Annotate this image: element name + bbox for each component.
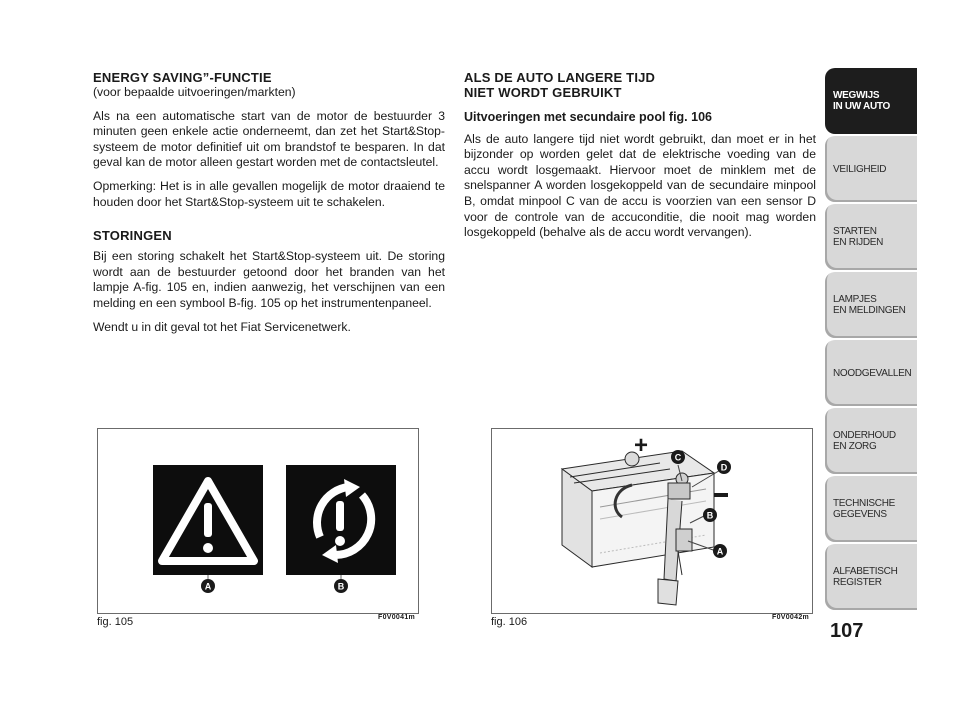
note-paragraph: Opmerking: Het is in alle gevallen mogelijk de motor draaiend te houden door het Start&Stop-systeem uit te schakelen. bbox=[93, 178, 445, 209]
right-column bbox=[464, 70, 816, 249]
fig105-label-b: B bbox=[337, 581, 345, 592]
storingen-paragraph: Bij een storing schakelt het Start&Stop-systeem uit. De storing wordt aan de bestuurder getoond door het branden van het lampje A-fig. 105 en, indien aanwezig, het verschijnen van een melding en een symbool B-fig. 105 op het instrumentenpaneel. bbox=[93, 249, 445, 310]
tab-technische[interactable]: TECHNISCHE GEGEVENS bbox=[825, 476, 917, 542]
tab-onderhoud[interactable]: ONDERHOUD EN ZORG bbox=[825, 408, 917, 474]
fig106-code: F0V0042m bbox=[772, 614, 810, 621]
storage-title-line2: NIET WORDT GEBRUIKT bbox=[464, 85, 622, 100]
fig106-label-b: B bbox=[706, 510, 714, 521]
figure-105 bbox=[97, 428, 419, 614]
tab-veiligheid[interactable]: VEILIGHEID bbox=[825, 136, 917, 202]
warning-triangle-icon bbox=[153, 465, 263, 579]
storingen-heading: STORINGEN bbox=[93, 228, 172, 244]
fig105-caption: fig. 105 bbox=[97, 616, 134, 628]
tab-starten[interactable]: STARTEN EN RIJDEN bbox=[825, 204, 917, 270]
fig106-label-d: D bbox=[720, 462, 728, 473]
tab-wegwijs[interactable]: WEGWIJS IN UW AUTO bbox=[825, 68, 917, 134]
tab-lampjes[interactable]: LAMPJES EN MELDINGEN bbox=[825, 272, 917, 338]
minus-sign-icon bbox=[714, 493, 728, 497]
energy-saving-paragraph: Als na een automatische start van de motor de bestuurder 3 minuten geen enkele actie onderneemt, dan zet het Start&Stop-systeem de motor definitief uit om brandstof te besparen. In dat geval kan de motor alleen gestart worden met de contactsleutel. bbox=[93, 108, 445, 170]
energy-saving-title: ENERGY SAVING”-FUNCTIE bbox=[93, 70, 272, 85]
tab-noodgevallen[interactable]: NOODGEVALLEN bbox=[825, 340, 917, 406]
secondary-pole-subheading: Uitvoeringen met secundaire pool fig. 106 bbox=[464, 110, 712, 124]
fig106-plus-sign: + bbox=[634, 432, 649, 459]
storage-title-line1: ALS DE AUTO LANGERE TIJD bbox=[464, 70, 656, 85]
fig106-label-a: A bbox=[716, 546, 724, 557]
fig105-code: F0V0041m bbox=[378, 614, 416, 621]
fig105-label-a: A bbox=[204, 581, 212, 592]
storage-title bbox=[464, 70, 816, 100]
section-sidebar bbox=[825, 68, 917, 612]
fig106-caption: fig. 106 bbox=[491, 616, 528, 628]
energy-saving-subtitle: (voor bepaalde uitvoeringen/markten) bbox=[93, 85, 296, 99]
left-column bbox=[93, 70, 445, 343]
page-number: 107 bbox=[830, 620, 864, 642]
storage-paragraph: Als de auto langere tijd niet wordt gebruikt, dan moet er in het bijzonder op worden gelet dat de elektrische voeding van de accu wordt losgemaakt. Hiervoor moet de minklem met de snelspanner A worden losgekoppeld van de secundaire minpool B, omdat minpool C van de accu is voorzien van een sensor D voor de controle van de accuconditie, die nooit mag worden losgekoppeld (behalve als de accu wordt vervangen). bbox=[464, 131, 816, 240]
start-stop-failure-icon bbox=[286, 465, 396, 575]
figure-106 bbox=[491, 428, 813, 614]
fig106-label-c: C bbox=[674, 452, 682, 463]
tab-alfabetisch[interactable]: ALFABETISCH REGISTER bbox=[825, 544, 917, 610]
battery-illustration bbox=[492, 429, 812, 613]
service-paragraph: Wendt u in dit geval tot het Fiat Servicenetwerk. bbox=[93, 319, 351, 334]
